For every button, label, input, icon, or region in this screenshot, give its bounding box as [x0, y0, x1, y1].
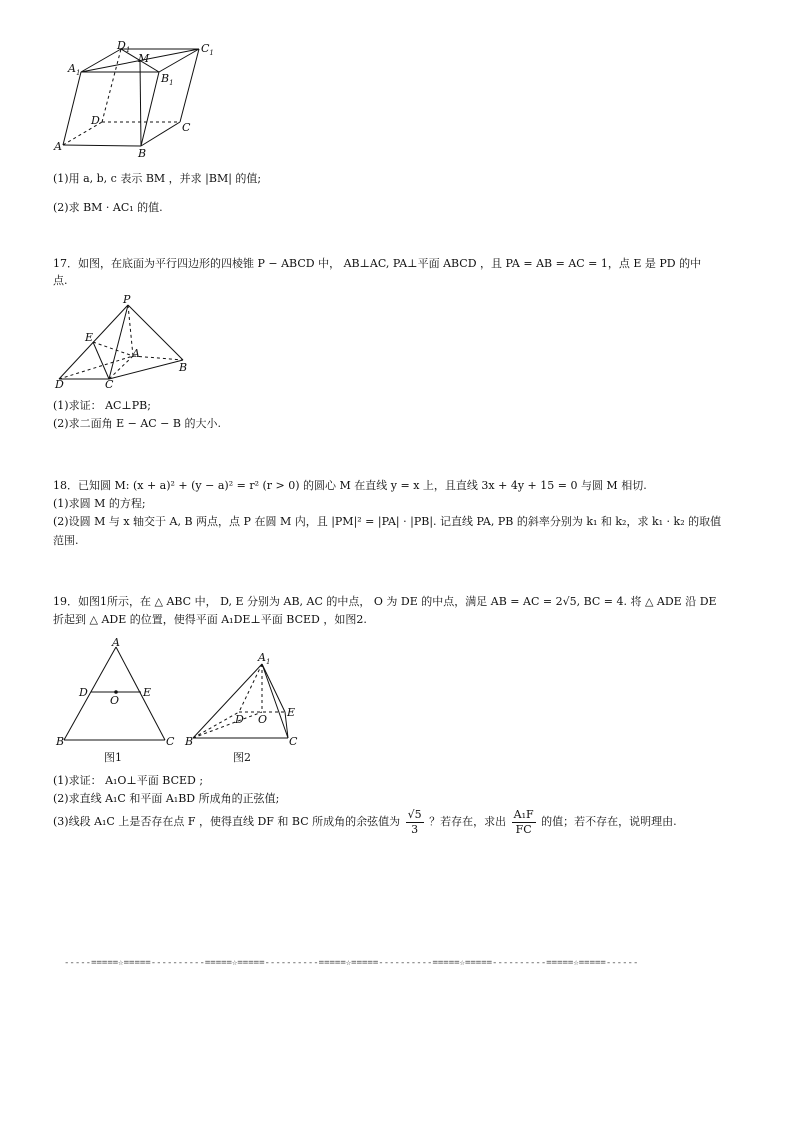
- label-b1: $B_1$: [161, 72, 174, 88]
- q18-stem: 18．已知圆 M: (x + a)² + (y − a)² = r² (r > 0) 的圆心 M 在直线 y = x 上，且直线 3x + 4y + 15 = 0 与圆 M 相切.: [53, 479, 647, 492]
- q19-part3: [53, 807, 677, 837]
- footer-separator: -----=====☆=====----------=====☆=====----------=====☆=====----------=====☆=====----------=====☆=====------: [64, 958, 639, 968]
- fig2-label-a1: $A_1$: [258, 651, 271, 667]
- label-a: A: [54, 140, 62, 153]
- q17-stem-line1: 17．如图，在底面为平行四边形的四棱锥 P − ABCD 中， AB⊥AC, PA⊥平面 ABCD ，且 PA = AB = AC = 1，点 E 是 PD 的中: [53, 257, 702, 270]
- fraction-sqrt5-over-3: $\frac{√5}{3}$: [407, 807, 422, 836]
- label-a: A: [132, 347, 140, 360]
- label-d: D: [55, 378, 64, 391]
- q19-part3-post: 的值；若不存在，说明理由.: [541, 815, 677, 828]
- edge-a1-d: [239, 664, 262, 712]
- q18-part2: (2)设圆 M 与 x 轴交于 A, B 两点，点 P 在圆 M 内，且 |PM|² = |PA| · |PB|. 记直线 PA, PB 的斜率分别为 k₁ 和 k₂，求 k₁ · k₂ 的取值: [53, 515, 722, 528]
- q18-part1: (1)求圆 M 的方程;: [53, 497, 146, 510]
- q19-part3-pre: (3)线段 A₁C 上是否存在点 F ，使得直线 DF 和 BC 所成角的余弦值为: [53, 815, 401, 828]
- q19-part2: (2)求直线 A₁C 和平面 A₁BD 所成角的正弦值;: [53, 792, 280, 805]
- q17-part1: (1)求证： AC⊥PB;: [53, 399, 151, 412]
- label-b: B: [179, 361, 188, 374]
- fig1-caption: 图1: [104, 751, 122, 764]
- q17-part2: (2)求二面角 E − AC − B 的大小.: [53, 417, 221, 430]
- q19-part3-mid: ？若存在，求出: [429, 815, 507, 828]
- fig2-label-e: E: [287, 706, 296, 719]
- edge-a1-b: [193, 664, 262, 738]
- label-p: P: [123, 293, 131, 306]
- fig2-label-d: D: [235, 713, 244, 726]
- segment-b-a1-proj: [193, 712, 262, 738]
- label-b: B: [138, 147, 147, 160]
- edge-a1-e: [262, 664, 285, 712]
- fig2-label-c: C: [289, 735, 298, 748]
- label-d: D: [91, 114, 100, 127]
- fig2-label-o: O: [258, 713, 268, 726]
- q19-stem-line2: 折起到 △ ADE 的位置，使得平面 A₁DE⊥平面 BCED ，如图2.: [53, 613, 367, 626]
- fraction-a1f-over-fc: $\frac{\text{A₁F}}{FC}$: [513, 807, 534, 836]
- fig1-label-e: E: [143, 686, 152, 699]
- q16-part1: (1)用 a, b, c 表示 BM ，并求 |BM| 的值;: [53, 172, 262, 185]
- label-m: M: [138, 52, 150, 65]
- q19-stem-line1: 19．如图1所示，在 △ ABC 中， D, E 分别为 AB, AC 的中点， O 为 DE 的中点，满足 AB = AC = 2√5, BC = 4. 将 △ ADE 沿 DE: [53, 595, 717, 608]
- fig1-label-c: C: [166, 735, 175, 748]
- fig1-label-b: B: [56, 735, 65, 748]
- fig1-label-o: O: [110, 694, 120, 707]
- label-c: C: [105, 378, 114, 391]
- edge-b-d: [193, 712, 239, 738]
- edge-a1-c: [262, 664, 288, 738]
- label-c1: $C_1$: [201, 42, 214, 58]
- fig1-label-a: A: [112, 636, 120, 649]
- label-d1: $D_1$: [117, 39, 131, 55]
- q19-part1: (1)求证： A₁O⊥平面 BCED ;: [53, 774, 204, 787]
- q16-part2: (2)求 BM · AC₁ 的值.: [53, 201, 163, 214]
- label-a1: $A_1$: [68, 62, 81, 78]
- q17-stem-line2: 点.: [53, 274, 68, 287]
- fig2-label-b: B: [185, 735, 194, 748]
- q18-part2-cont: 范围.: [53, 534, 79, 547]
- fig1-label-d: D: [79, 686, 88, 699]
- fig2-caption: 图2: [233, 751, 251, 764]
- label-e: E: [85, 331, 94, 344]
- label-c: C: [182, 121, 191, 134]
